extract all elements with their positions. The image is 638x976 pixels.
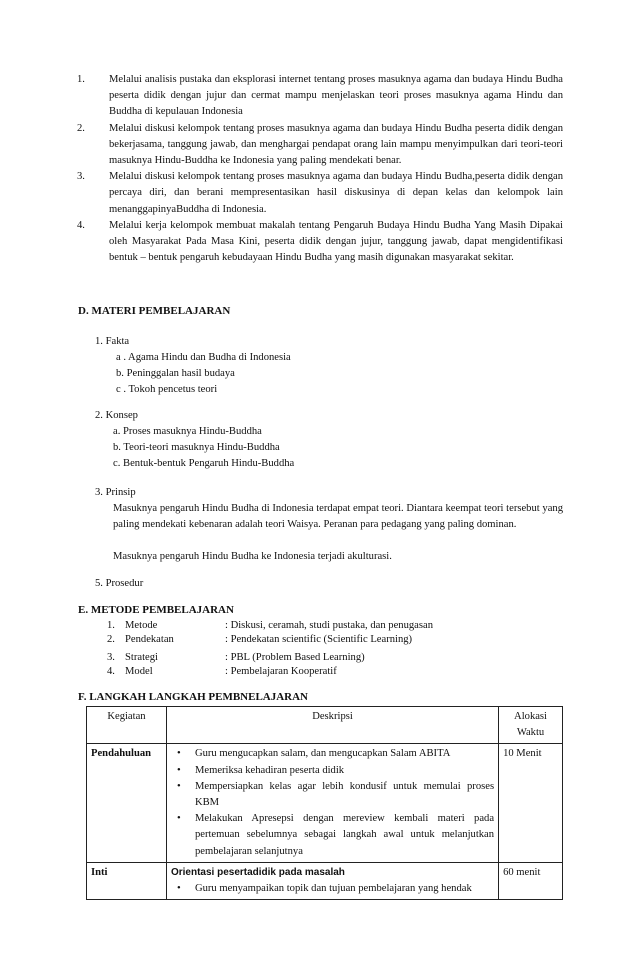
col-alokasi-header: Alokasi Waktu (499, 707, 563, 744)
konsep-item: b. Teori-teori masuknya Hindu-Buddha (113, 442, 280, 453)
objective-item: 1. Melalui analisis pustaka dan eksplorasi internet tentang proses masuknya agama dan budaya Hindu Budha peserta didik dengan jujur dan cermat mampu menjelaskan teori proses masuknya agama Hindu dan Buddha di kepulauan Indonesia (77, 74, 563, 118)
list-item: • Guru menyampaikan topik dan tujuan pembelajaran yang hendak (171, 881, 494, 897)
prinsip-text: Masuknya pengaruh Hindu Budha di Indonesia terdapat empat teori. Diantara keempat teori tersebut yang paling mendekati kebenaran adalah teori Waisya. Peranan para pedagang yang paling dominan. (113, 503, 563, 531)
objective-item: 3. Melalui diskusi kelompok tentang proses masuknya agama dan budaya Hindu Budha,peserta didik dengan percaya diri, dan berani mempresentasikan hasil diskusinya di depan kelas dan kelompok lain menanggapinyaBuddha di Indonesia. (77, 171, 563, 215)
fakta-title: 1. Fakta (95, 336, 130, 347)
waktu-cell: 10 Menit (499, 744, 563, 862)
waktu-cell: 60 menit (499, 862, 563, 899)
deskripsi-cell (166, 862, 498, 899)
list-item: • Memeriksa kehadiran peserta didik (171, 763, 494, 779)
metode-row-num: 3. (107, 652, 115, 663)
prinsip-title: 3. Prinsip (95, 487, 136, 498)
metode-row-label: Pendekatan (125, 634, 174, 645)
metode-row-label: Model (125, 666, 153, 677)
fakta-item: a . Agama Hindu dan Budha di Indonesia (116, 352, 291, 363)
metode-row-value: : PBL (Problem Based Learning) (225, 652, 365, 663)
table-header-row (87, 707, 563, 744)
deskripsi-cell (166, 744, 498, 862)
table-row (87, 744, 563, 862)
deskripsi-list (171, 746, 494, 859)
metode-row-value: : Pembelajaran Kooperatif (225, 666, 337, 677)
prinsip-text-2: Masuknya pengaruh Hindu Budha ke Indonesia terjadi akulturasi. (113, 551, 392, 562)
kegiatan-cell: Pendahuluan (87, 744, 167, 862)
konsep-item: c. Bentuk-bentuk Pengaruh Hindu-Buddha (113, 458, 295, 469)
metode-row-num: 4. (107, 666, 115, 677)
metode-row-num: 2. (107, 634, 115, 645)
metode-row-label: Strategi (125, 652, 158, 663)
konsep-item: a. Proses masuknya Hindu-Buddha (113, 426, 262, 437)
kegiatan-cell: Inti (87, 862, 167, 899)
prosedur-title: 5. Prosedur (95, 578, 144, 589)
metode-row-value: : Diskusi, ceramah, studi pustaka, dan penugasan (225, 620, 434, 631)
section-d-title: D. MATERI PEMBELAJARAN (78, 305, 231, 317)
metode-row (107, 632, 413, 648)
metode-row (107, 664, 337, 680)
objectives-list (77, 72, 563, 266)
konsep-title: 2. Konsep (95, 410, 138, 421)
col-kegiatan-header: Kegiatan (87, 707, 167, 744)
section-e-title: E. METODE PEMBELAJARAN (78, 604, 234, 616)
objective-item: 4. Melalui kerja kelompok membuat makalah tentang Pengaruh Budaya Hindu Budha Yang Masih Dipakai oleh Masyarakat Pada Masa Kini, peserta didik dengan jujur, tanggung jawab, dapat mengidentifikasi bentuk – bentuk pengaruh kebudayaan Hindu Budha yang masih digunakan masyarakat sekitar. (77, 219, 563, 264)
metode-row-num: 1. (107, 620, 115, 631)
langkah-table (86, 706, 563, 900)
metode-row-label: Metode (125, 620, 158, 631)
metode-row-value: : Pendekatan scientific (Scientific Learning) (225, 634, 413, 645)
col-deskripsi-header: Deskripsi (166, 707, 498, 744)
section-f-title: F. LANGKAH LANGKAH PEMBNELAJARAN (78, 691, 308, 703)
fakta-item: c . Tokoh pencetus teori (116, 384, 218, 395)
objective-item: 2. Melalui diskusi kelompok tentang proses masuknya agama dan budaya Hindu Budha peserta didik dengan bekerjasama, tanggung jawab, dan menghargai pendapat orang lain mampu menyimpulkan dari teori-teori masuknya Hindu-Buddha ke Indonesia yang paling mendekati benar. (77, 122, 563, 167)
list-item: • Melakukan Apresepsi dengan mereview kembali materi pada pertemuan sebelumnya sebagai langkah awal untuk melanjutkan pembelajaran selanjutnya (171, 811, 494, 860)
list-item: • Mempersiapkan kelas agar lebih kondusif untuk memulai proses KBM (171, 779, 494, 811)
deskripsi-list (171, 881, 494, 897)
fakta-item: b. Peninggalan hasil budaya (116, 368, 235, 379)
table-row (87, 862, 563, 899)
list-item: • Guru mengucapkan salam, dan mengucapkan Salam ABITA (171, 746, 494, 762)
deskripsi-heading: Orientasi pesertadidik pada masalah (170, 866, 345, 878)
